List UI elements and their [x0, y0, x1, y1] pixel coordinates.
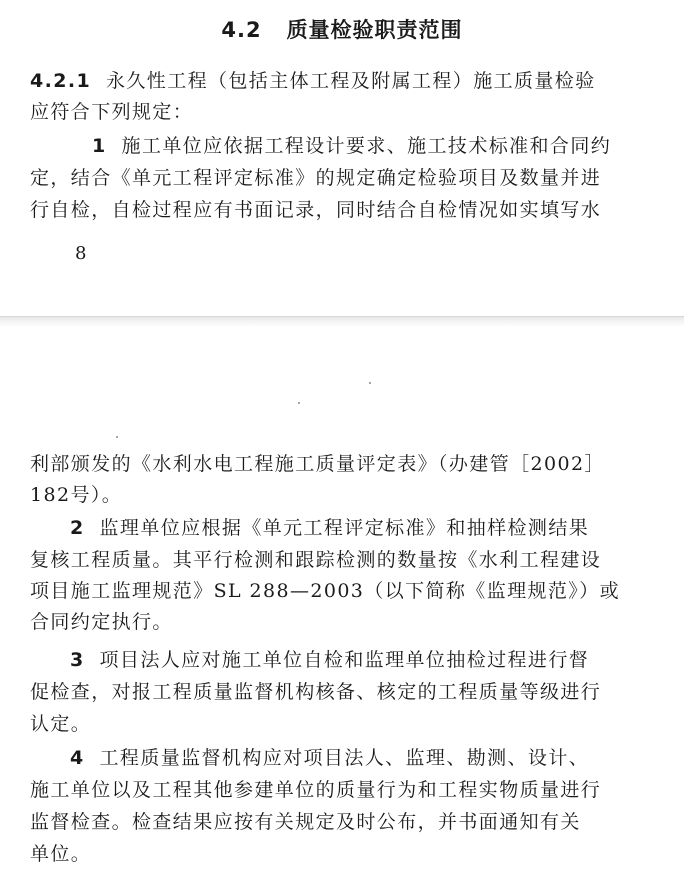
item-2-number: 2 — [70, 517, 85, 539]
item-4-line-3: 监督检查。检查结果应按有关规定及时公布，并书面通知有关 — [30, 811, 581, 833]
page-upper — [0, 0, 684, 316]
item-1-line-2: 定，结合《单元工程评定标准》的规定确定检验项目及数量并进 — [30, 167, 602, 189]
item-4-line-2: 施工单位以及工程其他参建单位的质量行为和工程实物质量进行 — [30, 779, 602, 801]
section-title: 质量检验职责范围 — [286, 18, 463, 42]
item-1-line-1 — [92, 134, 611, 158]
item-1-number: 1 — [92, 135, 107, 157]
scan-speck — [369, 382, 371, 384]
item-4-line-4: 单位。 — [30, 843, 92, 865]
section-number: 4.2 — [221, 18, 262, 42]
item-2-text-1: 监理单位应根据《单元工程评定标准》和抽样检测结果 — [99, 517, 590, 539]
item-3-line-2: 促检查，对报工程质量监督机构核备、核定的工程质量等级进行 — [30, 681, 602, 703]
item-1-line-5: 182号）。 — [30, 484, 123, 506]
page-lower — [0, 326, 684, 871]
clause-line-1 — [30, 69, 596, 93]
item-3-line-1 — [70, 648, 589, 672]
item-4-text-1: 工程质量监督机构应对项目法人、监理、勘测、设计、 — [99, 747, 590, 769]
item-3-number: 3 — [70, 649, 85, 671]
item-4-number: 4 — [70, 747, 85, 769]
page-number: 8 — [75, 243, 87, 264]
item-2-line-2: 复核工程质量。其平行检测和跟踪检测的数量按《水利工程建设 — [30, 549, 602, 571]
item-4-line-1 — [70, 746, 589, 770]
item-1-line-4: 利部颁发的《水利水电工程施工质量评定表》（办建管［2002］ — [30, 453, 605, 475]
item-3-line-3: 认定。 — [30, 713, 92, 735]
item-2-line-1 — [70, 516, 589, 540]
section-heading — [0, 14, 684, 44]
scan-speck — [116, 436, 118, 438]
item-2-line-4: 合同约定执行。 — [30, 611, 173, 633]
item-1-text-1: 施工单位应依据工程设计要求、施工技术标准和合同约 — [121, 135, 612, 157]
item-1-line-3: 行自检，自检过程应有书面记录，同时结合自检情况如实填写水 — [30, 199, 602, 221]
item-3-text-1: 项目法人应对施工单位自检和监理单位抽检过程进行督 — [99, 649, 590, 671]
scan-speck — [298, 402, 300, 404]
clause-text-1: 永久性工程（包括主体工程及附属工程）施工质量检验 — [106, 70, 596, 92]
clause-line-2: 应符合下列规定： — [30, 101, 194, 123]
item-2-line-3: 项目施工监理规范》SL 288—2003（以下简称《监理规范》）或 — [30, 580, 620, 602]
clause-number: 4.2.1 — [30, 70, 92, 92]
